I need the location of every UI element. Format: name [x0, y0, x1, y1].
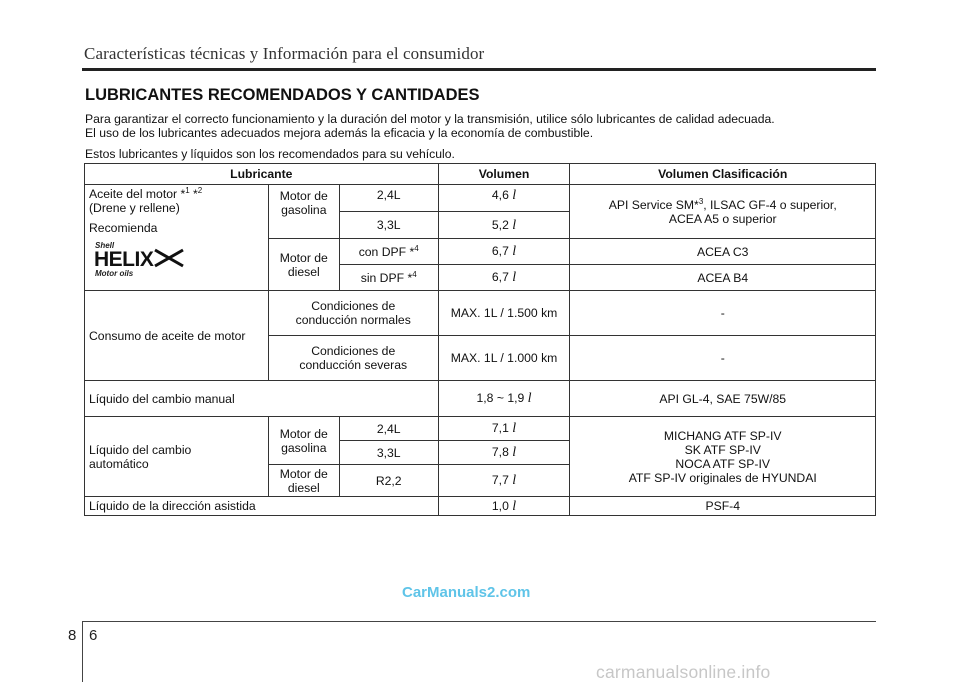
volume-cell	[438, 441, 570, 465]
liter-symbol: l	[512, 498, 517, 514]
footnote-1: 1	[185, 185, 190, 195]
motor-diesel-cell: Motor de diesel	[268, 465, 339, 497]
page-chapter-number: 8	[68, 627, 77, 644]
table-row	[85, 497, 876, 516]
table-header-row	[85, 164, 876, 185]
intro-line-2: El uso de los lubricantes adecuados mejora además la eficacia y la economía de combustible.	[85, 126, 594, 140]
volume-value: 5,2	[491, 217, 509, 232]
footer-rule	[82, 621, 876, 622]
classification-cell: ACEA B4	[570, 265, 876, 291]
motor-diesel-cell: Motor de diesel	[268, 239, 339, 291]
volume-value: 6,7	[491, 244, 509, 258]
class-text: API Service SM*	[608, 197, 699, 212]
consumption-value: MAX. 1L / 1.500 km	[438, 291, 570, 336]
engine-cell: 2,4L	[339, 417, 438, 441]
logo-subtitle-text: Motor oils	[95, 269, 134, 278]
volume-value: 7,7	[491, 473, 509, 487]
condition-text: conducción severas	[299, 358, 408, 372]
steering-fluid-label: Líquido de la dirección asistida	[85, 497, 439, 516]
footnote-2: 2	[197, 185, 203, 195]
classification-cell	[570, 185, 876, 239]
class-text: ACEA A5 o superior	[668, 211, 777, 226]
oil-consumption-label: Consumo de aceite de motor	[85, 291, 269, 381]
liter-symbol: l	[527, 391, 532, 406]
engine-cell: 3,3L	[339, 212, 438, 239]
classification-cell: ACEA C3	[570, 239, 876, 265]
drain-refill-note: (Drene y rellene)	[89, 201, 180, 215]
atf-class-line: ATF SP-IV originales de HYUNDAI	[628, 470, 817, 485]
volume-cell	[438, 212, 570, 239]
volume-cell	[438, 185, 570, 212]
automatic-fluid-label	[85, 417, 269, 497]
atf-class-line: MICHANG ATF SP-IV	[663, 428, 782, 443]
volume-value: 6,7	[491, 270, 509, 284]
liter-symbol: l	[512, 270, 517, 285]
motor-oil-cell	[85, 185, 269, 291]
classification-cell: -	[570, 291, 876, 336]
engine-cell	[339, 239, 438, 265]
logo-x-mark	[155, 250, 183, 266]
consumption-value: MAX. 1L / 1.000 km	[438, 336, 570, 381]
liter-symbol: l	[512, 217, 517, 233]
carmanuals-watermark: CarManuals2.com	[402, 584, 531, 601]
manual-fluid-label: Líquido del cambio manual	[85, 381, 439, 417]
logo-shell-text: Shell	[95, 241, 115, 250]
shell-helix-logo	[93, 239, 185, 279]
volume-cell	[438, 239, 570, 265]
footer-vertical-rule	[82, 622, 83, 682]
logo-helix-text: HELIX	[94, 248, 154, 271]
volume-value: 7,1	[491, 421, 509, 435]
footnote-4: 4	[412, 269, 417, 279]
volume-cell	[438, 381, 570, 417]
volume-cell	[438, 265, 570, 291]
condition-text: Condiciones de	[311, 299, 396, 313]
engine-text: sin DPF *	[360, 270, 413, 285]
motor-gasolina-cell: Motor de gasolina	[268, 417, 339, 465]
liter-symbol: l	[512, 473, 517, 488]
lubricants-table	[84, 163, 876, 516]
volume-cell	[438, 417, 570, 441]
engine-text: con DPF *	[358, 244, 415, 259]
liter-symbol: l	[512, 244, 517, 259]
volume-cell	[438, 465, 570, 497]
liter-symbol: l	[512, 188, 517, 203]
header-volumen: Volumen	[438, 164, 570, 185]
automatic-label-line: Líquido del cambio	[89, 442, 192, 457]
header-rule	[82, 68, 876, 71]
intro-line-1: Para garantizar el correcto funcionamiento y la duración del motor y la transmisión, utilice sólo lubricantes de calidad adecuada.	[85, 112, 775, 126]
intro-text	[85, 112, 880, 161]
engine-cell: 3,3L	[339, 441, 438, 465]
automatic-label-line: automático	[89, 456, 149, 471]
volume-value: 1,8 ~ 1,9	[476, 391, 525, 405]
table-row	[85, 381, 876, 417]
engine-cell: 2,4L	[339, 185, 438, 212]
header-lubricante: Lubricante	[85, 164, 439, 185]
condition-cell	[268, 291, 438, 336]
motor-oil-label: Aceite del motor *	[89, 187, 186, 201]
classification-cell: API GL-4, SAE 75W/85	[570, 381, 876, 417]
condition-text: conducción normales	[295, 313, 411, 327]
liter-symbol: l	[512, 445, 517, 460]
volume-value: 1,0	[491, 498, 509, 513]
table-row	[85, 185, 876, 212]
footnote-4: 4	[414, 243, 419, 253]
condition-text: Condiciones de	[311, 344, 396, 358]
engine-cell	[339, 265, 438, 291]
intro-line-3: Estos lubricantes y líquidos son los recomendados para su vehículo.	[85, 147, 455, 161]
classification-cell: PSF-4	[570, 497, 876, 516]
classification-cell: -	[570, 336, 876, 381]
section-title: LUBRICANTES RECOMENDADOS Y CANTIDADES	[85, 86, 480, 104]
volume-value: 7,8	[491, 445, 509, 459]
atf-class-line: NOCA ATF SP-IV	[675, 456, 771, 471]
engine-cell: R2,2	[339, 465, 438, 497]
page-number: 6	[89, 627, 98, 644]
bottom-watermark: carmanualsonline.info	[596, 662, 771, 682]
atf-class-line: SK ATF SP-IV	[684, 442, 761, 457]
table-row	[85, 417, 876, 441]
table-row	[85, 291, 876, 336]
condition-cell	[268, 336, 438, 381]
recommend-label: Recomienda	[89, 221, 158, 235]
liter-symbol: l	[512, 421, 517, 436]
footnote-3: 3	[698, 196, 704, 206]
volume-value: 4,6	[491, 188, 509, 202]
classification-cell	[570, 417, 876, 497]
motor-gasolina-cell: Motor de gasolina	[268, 185, 339, 239]
header-clasificacion: Volumen Clasificación	[570, 164, 876, 185]
volume-cell	[438, 497, 570, 516]
class-text: , ILSAC GF-4 o superior,	[703, 197, 837, 212]
page-header-title: Características técnicas y Información para el consumidor	[84, 44, 485, 63]
footnote-sep: *	[189, 187, 198, 201]
